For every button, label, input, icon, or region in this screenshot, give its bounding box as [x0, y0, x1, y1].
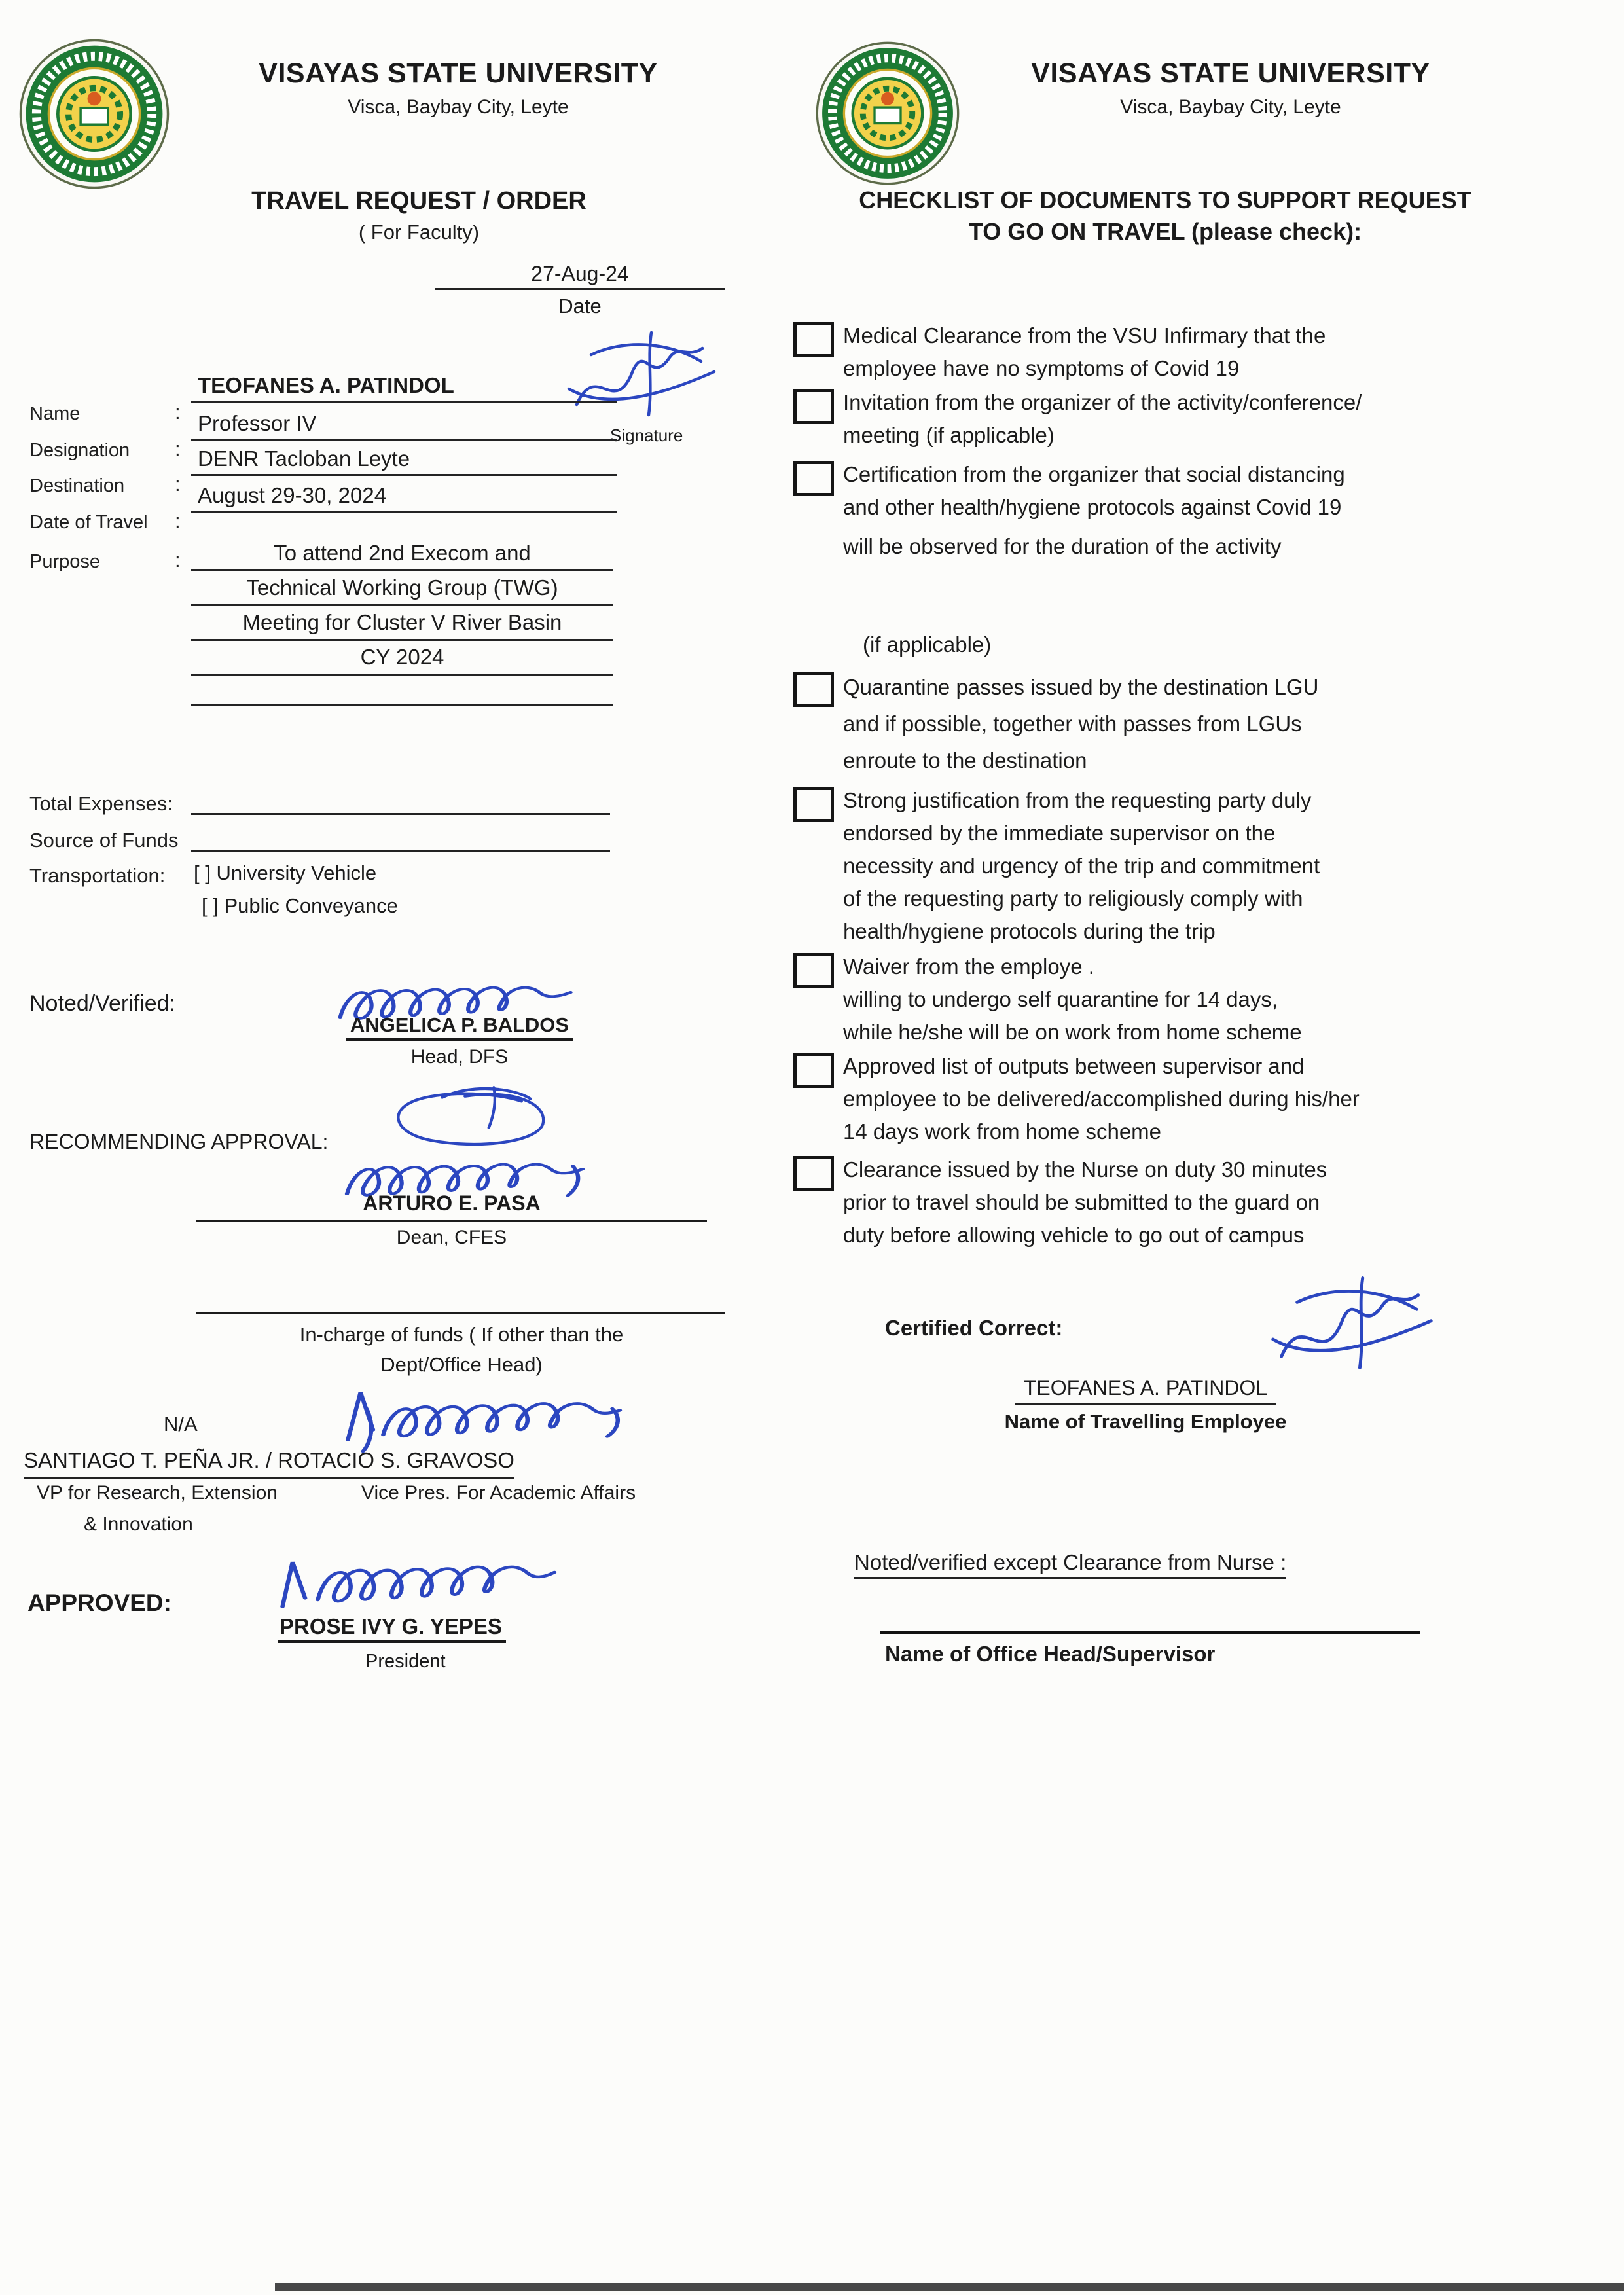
- recommending-title: Dean, CFES: [396, 1227, 507, 1248]
- incharge-line: Dept/Office Head): [380, 1353, 543, 1376]
- checklist-item: [793, 1153, 1327, 1252]
- vp-title-research-cont: & Innovation: [84, 1513, 193, 1535]
- checklist-item-text: while he/she will be on work from home scheme: [843, 1020, 1302, 1044]
- travel-date-value[interactable]: August 29-30, 2024: [191, 480, 617, 513]
- vsu-logo: [18, 38, 170, 190]
- form-title: TRAVEL REQUEST / ORDER: [251, 187, 586, 215]
- vp-signature-ink: [340, 1382, 668, 1448]
- vsu-logo: [815, 41, 960, 186]
- na-text: N/A: [164, 1413, 198, 1436]
- checklist-item: [793, 386, 1362, 452]
- total-expenses-input-line[interactable]: [191, 786, 610, 815]
- checklist-item-text: Waiver from the employe .: [843, 954, 1094, 979]
- checklist-item-text: of the requesting party to religiously comply with: [843, 886, 1303, 911]
- destination-value[interactable]: DENR Tacloban Leyte: [191, 444, 617, 476]
- checklist-item-text: Quarantine passes issued by the destination LGU: [843, 675, 1319, 699]
- university-name: VISAYAS STATE UNIVERSITY: [1031, 58, 1430, 89]
- incharge-line: In-charge of funds ( If other than the: [299, 1323, 624, 1346]
- checkbox-approved-outputs[interactable]: [793, 1053, 834, 1088]
- date-label: Date: [558, 295, 602, 317]
- checkbox-quarantine-passes[interactable]: [793, 672, 834, 707]
- source-of-funds-label: Source of Funds: [29, 829, 179, 852]
- checklist-item-text: will be observed for the duration of the activity: [843, 534, 1282, 558]
- checklist-item: [793, 784, 1320, 948]
- purpose-line: CY 2024: [191, 641, 613, 676]
- transportation-label: Transportation:: [29, 864, 166, 887]
- signature-label: Signature: [610, 425, 683, 445]
- travel-date-label: Date of Travel: [29, 512, 148, 533]
- checklist-item-text: duty before allowing vehicle to go out of campus: [843, 1223, 1305, 1247]
- vp-title-academic: Vice Pres. For Academic Affairs: [361, 1482, 636, 1504]
- checklist-item-text: and if possible, together with passes from LGUs: [843, 712, 1302, 736]
- checklist-item-text: Certification from the organizer that social distancing: [843, 462, 1345, 486]
- vp-names: SANTIAGO T. PEÑA JR. / ROTACIO S. GRAVOSO: [24, 1448, 514, 1479]
- colon: :: [175, 549, 181, 571]
- office-head-caption: Name of Office Head/Supervisor: [885, 1642, 1216, 1666]
- checklist-item: [793, 950, 1302, 1049]
- checklist-item-text: enroute to the destination: [843, 748, 1087, 772]
- university-address: Visca, Baybay City, Leyte: [1120, 96, 1341, 118]
- checklist-title: [792, 185, 1538, 247]
- checklist-item-text: health/hygiene protocols during the trip: [843, 919, 1216, 943]
- scan-edge-artifact: [275, 2283, 1624, 2291]
- checklist-item-text: Strong justification from the requesting party duly: [843, 788, 1312, 812]
- president-signature-ink: [275, 1545, 602, 1614]
- purpose-line: To attend 2nd Execom and: [191, 537, 613, 571]
- noted-title: Head, DFS: [410, 1046, 509, 1068]
- purpose-empty-line[interactable]: [191, 676, 613, 706]
- purpose-line: Meeting for Cluster V River Basin: [191, 606, 613, 641]
- noted-name: ANGELICA P. BALDOS: [346, 1013, 573, 1041]
- vp-title-research: VP for Research, Extension: [37, 1482, 278, 1504]
- incharge-block: [170, 1320, 753, 1380]
- checkbox-medical-clearance[interactable]: [793, 322, 834, 357]
- checklist-item-text: prior to travel should be submitted to the guard on: [843, 1190, 1320, 1214]
- checklist-item-text: necessity and urgency of the trip and commitment: [843, 854, 1320, 878]
- noted-except-block: [854, 1550, 1286, 1575]
- checklist-item: [793, 669, 1318, 779]
- checklist-item-text: employee to be delivered/accomplished during his/her: [843, 1087, 1360, 1111]
- noted-name-block: [322, 1013, 597, 1068]
- purpose-label: Purpose: [29, 551, 101, 572]
- checklist-item-text: meeting (if applicable): [843, 423, 1055, 447]
- checklist-title-line1: CHECKLIST OF DOCUMENTS TO SUPPORT REQUEST: [859, 187, 1471, 213]
- checklist-item-text: employee have no symptoms of Covid 19: [843, 356, 1240, 380]
- certified-signature-ink: [1231, 1267, 1466, 1388]
- certified-name-block: [962, 1376, 1329, 1434]
- checklist-item-text: 14 days work from home scheme: [843, 1119, 1162, 1144]
- checklist-item: [793, 458, 1345, 563]
- purpose-value[interactable]: [191, 537, 613, 706]
- certified-correct-label: Certified Correct:: [885, 1316, 1063, 1340]
- form-title-block: [151, 187, 687, 244]
- if-applicable-note: (if applicable): [863, 632, 992, 657]
- transport-option-public-conveyance[interactable]: [ ] Public Conveyance: [202, 894, 398, 917]
- checkbox-certification[interactable]: [793, 461, 834, 496]
- colon: :: [175, 401, 181, 424]
- name-label: Name: [29, 403, 81, 424]
- incharge-divider: [196, 1312, 725, 1314]
- destination-label: Destination: [29, 475, 125, 496]
- checklist-item-text: endorsed by the immediate supervisor on the: [843, 821, 1276, 845]
- approved-label: APPROVED:: [27, 1589, 171, 1616]
- total-expenses-label: Total Expenses:: [29, 792, 173, 815]
- university-address: Visca, Baybay City, Leyte: [348, 96, 569, 118]
- recommending-approval-label: RECOMMENDING APPROVAL:: [29, 1130, 329, 1153]
- university-name: VISAYAS STATE UNIVERSITY: [259, 58, 658, 89]
- colon: :: [175, 473, 181, 496]
- colon: :: [175, 437, 181, 460]
- checklist-title-line2: TO GO ON TRAVEL (please check):: [968, 218, 1362, 245]
- noted-verified-label: Noted/Verified:: [29, 991, 176, 1016]
- colon: :: [175, 509, 181, 532]
- certified-caption: Name of Travelling Employee: [1004, 1410, 1287, 1433]
- checklist-item-text: Approved list of outputs between supervisor and: [843, 1054, 1305, 1078]
- designation-label: Designation: [29, 440, 130, 461]
- right-header: [969, 58, 1492, 118]
- president-title: President: [365, 1651, 446, 1672]
- name-value[interactable]: TEOFANES A. PATINDOL: [191, 370, 617, 403]
- purpose-line: Technical Working Group (TWG): [191, 571, 613, 606]
- president-name: PROSE IVY G. YEPES: [278, 1614, 506, 1643]
- checkbox-invitation[interactable]: [793, 389, 834, 424]
- checklist-item-text: Clearance issued by the Nurse on duty 30 minutes: [843, 1157, 1327, 1182]
- checklist-item: [793, 1050, 1360, 1148]
- form-subtitle: ( For Faculty): [358, 221, 480, 244]
- recommending-name: ARTURO E. PASA: [363, 1191, 541, 1215]
- checklist-item-text: willing to undergo self quarantine for 14 days,: [843, 987, 1278, 1011]
- source-of-funds-input-line[interactable]: [191, 822, 610, 852]
- certified-name: TEOFANES A. PATINDOL: [1015, 1376, 1276, 1405]
- checkbox-waiver[interactable]: [793, 953, 834, 988]
- checklist-item: [793, 319, 1326, 385]
- checklist-item-text: and other health/hygiene protocols against Covid 19: [843, 495, 1342, 519]
- left-header: [196, 58, 720, 118]
- office-head-signature-line[interactable]: [880, 1631, 1420, 1634]
- date-field[interactable]: 27-Aug-24: [435, 259, 725, 290]
- checklist-item-text: Invitation from the organizer of the activity/conference/: [843, 390, 1362, 414]
- designation-value[interactable]: Professor IV: [191, 408, 617, 441]
- recommending-underline: [196, 1220, 707, 1222]
- checkbox-strong-justification[interactable]: [793, 787, 834, 822]
- noted-except-text: Noted/verified except Clearance from Nurse :: [854, 1550, 1286, 1579]
- checklist-item-text: Medical Clearance from the VSU Infirmary that the: [843, 323, 1326, 348]
- transport-option-university-vehicle[interactable]: [ ] University Vehicle: [194, 861, 377, 884]
- checkbox-nurse-clearance[interactable]: [793, 1156, 834, 1191]
